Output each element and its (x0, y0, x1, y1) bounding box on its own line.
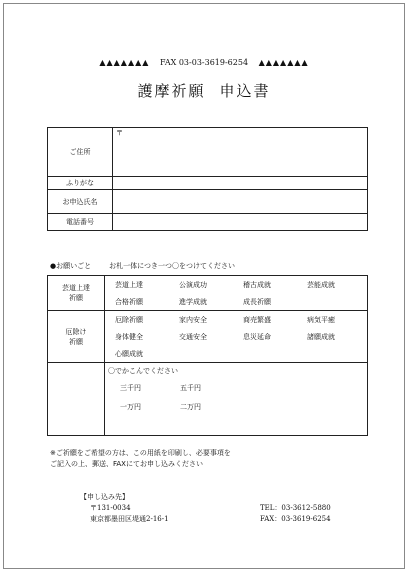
wish-option[interactable]: 病気平癒 (307, 316, 335, 324)
wishes-heading-line (50, 261, 235, 271)
amount-option[interactable]: 三千円 (120, 384, 141, 392)
group1-label-line1: 芸道上達 (62, 284, 90, 292)
donation-cell (105, 363, 368, 436)
phone-field[interactable] (113, 214, 368, 231)
wishes-note: お札一体につき一つ〇をつけてください (109, 262, 235, 270)
phone-label: 電話番号 (48, 214, 113, 231)
address-label: ご住所 (48, 128, 113, 177)
furigana-label: ふりがな (48, 177, 113, 190)
wish-option[interactable]: 商売繁盛 (243, 316, 271, 324)
address-field[interactable] (113, 128, 368, 177)
postal-mark: 〒 (116, 129, 123, 137)
group1-label-line2: 祈願 (69, 294, 83, 302)
contact-fax: FAX：03-3619-6254 (260, 515, 331, 523)
wish-option[interactable]: 芸道上達 (115, 281, 143, 289)
wishes-heading: ●お願いごと (50, 262, 92, 270)
wish-option[interactable]: 諸願成就 (307, 333, 335, 341)
amount-option[interactable]: 二万円 (180, 403, 201, 411)
wish-option[interactable]: 交通安全 (179, 333, 207, 341)
wish-option[interactable]: 芸能成就 (307, 281, 335, 289)
group2-cell (105, 311, 368, 363)
triangle-decoration-left: ▲▲▲▲▲▲▲ (99, 58, 150, 67)
contact-address: 東京都墨田区堤通2-16-1 (90, 515, 169, 523)
wish-option[interactable]: 合格祈願 (115, 298, 143, 306)
contact-heading: 【申し込み先】 (80, 493, 129, 501)
wish-option[interactable]: 息災延命 (243, 333, 271, 341)
wish-option[interactable]: 公演成功 (179, 281, 207, 289)
group1-label (48, 276, 105, 311)
applicant-table (47, 127, 368, 231)
wish-option[interactable]: 成長祈願 (243, 298, 271, 306)
group1-cell (105, 276, 368, 311)
name-field[interactable] (113, 190, 368, 214)
triangle-decoration-right: ▲▲▲▲▲▲▲ (258, 58, 309, 67)
fax-number-header: FAX 03-03-3619-6254 (159, 58, 249, 67)
group2-label-line2: 祈願 (69, 337, 83, 346)
contact-postal: 〒131-0034 (90, 504, 131, 512)
fax-header (4, 58, 404, 70)
title-main: 護摩祈願 (137, 82, 206, 100)
page-title (4, 80, 404, 102)
instructions-note (50, 448, 231, 470)
amount-option[interactable]: 五千円 (180, 384, 201, 392)
amount-option[interactable]: 一万円 (120, 403, 141, 411)
contact-block (90, 503, 340, 525)
form-page (3, 3, 405, 569)
wishes-table (47, 275, 368, 436)
name-label: お申込氏名 (48, 190, 113, 214)
title-sub: 申込書 (219, 82, 271, 100)
wish-option[interactable]: 進学成就 (179, 298, 207, 306)
instructions-line1: ※ご祈願をご希望の方は、この用紙を印刷し、必要事項を (50, 449, 231, 457)
wish-option[interactable]: 厄除祈願 (115, 316, 143, 324)
contact-tel: TEL：03-3612-5880 (260, 504, 331, 512)
wish-option[interactable]: 稽古成就 (243, 281, 271, 289)
furigana-field[interactable] (113, 177, 368, 190)
wish-option[interactable]: 身体健全 (115, 333, 143, 341)
wish-option[interactable]: 心願成就 (115, 350, 143, 358)
instructions-line2: ご記入の上、郵送、FAXにてお申し込みください (50, 460, 203, 468)
group2-label (48, 311, 105, 363)
donation-label-cell (48, 363, 105, 436)
wish-option[interactable]: 家内安全 (179, 316, 207, 324)
donation-prompt: 〇でかこんでください (108, 367, 178, 375)
group2-label-line1: 厄除け (65, 327, 87, 336)
